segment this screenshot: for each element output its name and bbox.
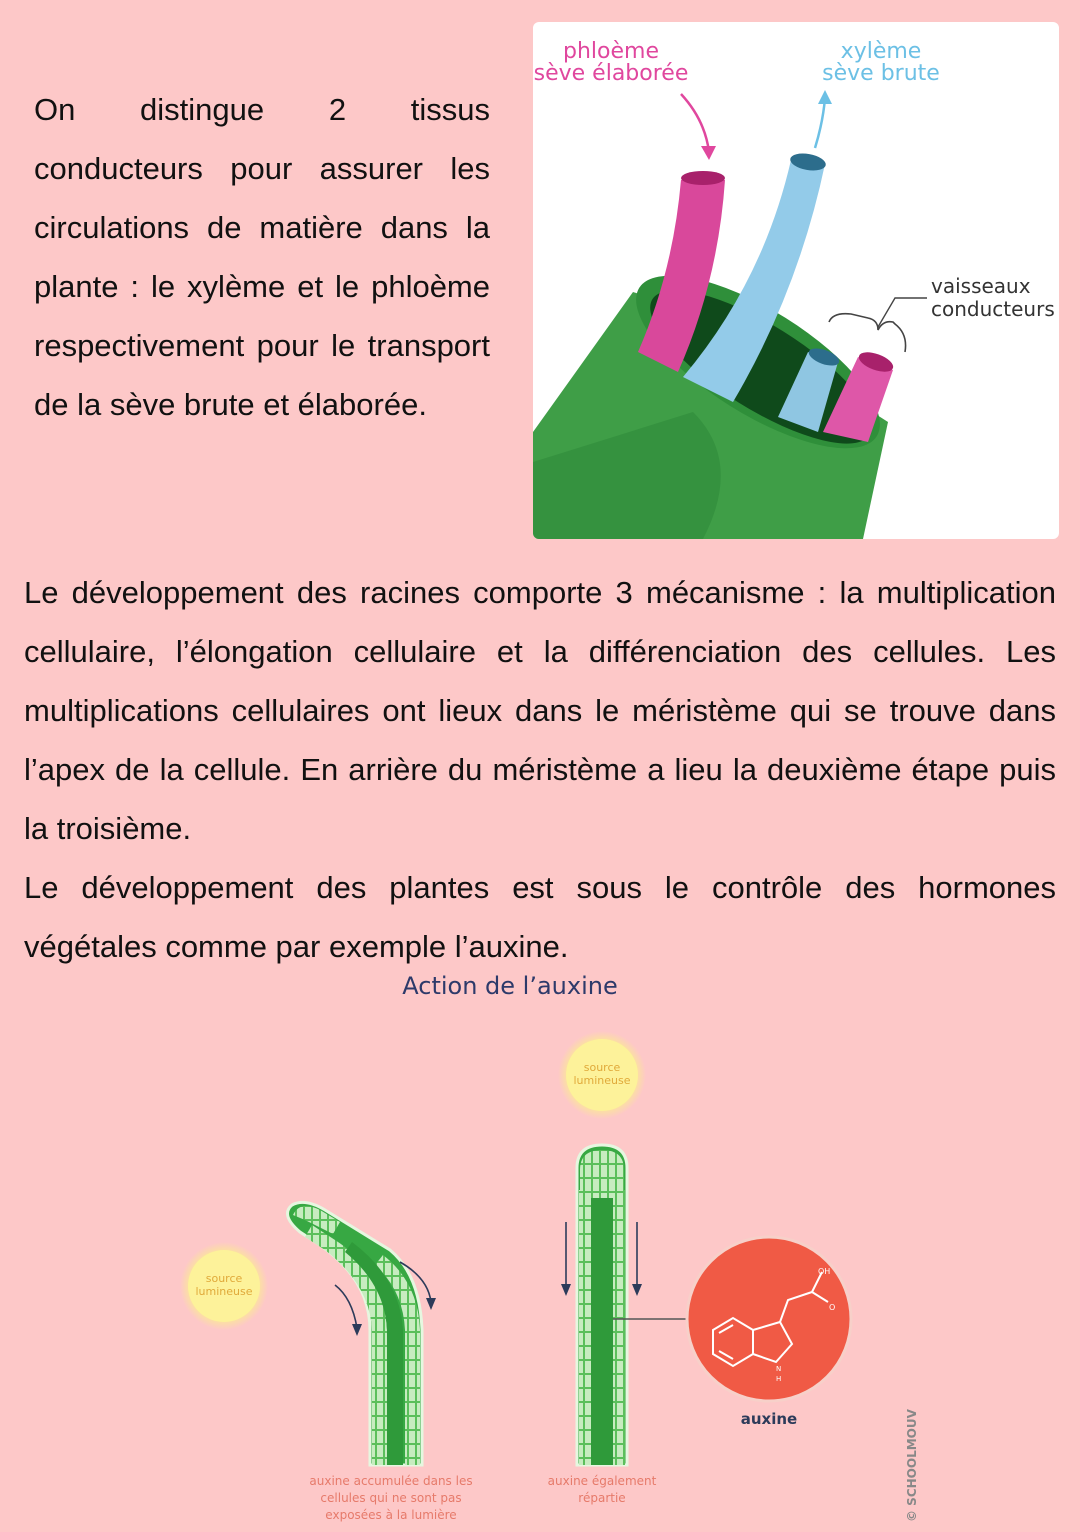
center-light-source-label1: source (583, 1061, 621, 1074)
vascular-tissue-illustration (533, 22, 1059, 539)
paragraph-root-development: Le développement des racines comporte 3 mécanisme : la multiplication cellulaire, l’élongation cellulaire et la différenciation des cellules. Les multiplications cellulaires ont lieux dans le méristème qui se trouve dans l’apex de la cellule. En arrière du méristème a lieu la deuxième étape puis la troisième. (24, 575, 1056, 846)
xylem-arrow (815, 98, 825, 148)
caption-center-line1: auxine également (547, 1474, 657, 1488)
paragraph-hormones: Le développement des plantes est sous le contrôle des hormones végétales comme par exemple l’auxine. (24, 870, 1056, 964)
body-text (24, 563, 1056, 976)
xyleme-sublabel: sève brute (822, 61, 940, 86)
auxin-illustration (0, 1010, 1080, 1527)
left-light-source-label1: source (205, 1272, 243, 1285)
caption-left-line1: auxine accumulée dans les (309, 1474, 473, 1488)
bent-stem (288, 1202, 423, 1465)
phloem-tube-opening (681, 171, 725, 185)
straight-stem (577, 1145, 627, 1465)
caption-center-line2: répartie (578, 1491, 626, 1505)
phloem-arrowhead (701, 146, 716, 160)
phloeme-sublabel: sève élaborée (533, 61, 689, 86)
phloeme-label: phloème (563, 39, 659, 64)
auxin-label: auxine (740, 1410, 798, 1428)
atom-n: N (776, 1365, 782, 1373)
intro-paragraph: On distingue 2 tissus conducteurs pour assurer les circulations de matière dans la plante : le xylème et le phloème respectivement pour le transport de la sève brute et élaborée. (34, 92, 490, 422)
vessels-bracket (829, 314, 906, 352)
vessels-label-line1: vaisseaux (931, 274, 1031, 298)
auxin-molecule-circle (687, 1237, 851, 1401)
atom-oh: OH (818, 1267, 831, 1276)
auxin-figure-title: Action de l’auxine (402, 972, 618, 1000)
xylem-arrowhead (818, 90, 832, 104)
vessels-label-line2: conducteurs (931, 297, 1055, 321)
caption-left-line2: cellules qui ne sont pas (320, 1491, 462, 1505)
left-light-source-label2: lumineuse (195, 1285, 253, 1298)
atom-h: H (776, 1375, 782, 1383)
vascular-tissue-figure (533, 22, 1059, 539)
atom-o: O (829, 1303, 836, 1312)
auxin-figure (0, 1010, 1080, 1527)
center-light-source-label2: lumineuse (573, 1074, 631, 1087)
bent-stem-arrow-left (335, 1285, 357, 1328)
xyleme-label: xylème (840, 39, 922, 64)
phloem-arrow (681, 94, 709, 152)
caption-left-line3: exposées à la lumière (325, 1508, 457, 1522)
copyright-label: © SCHOOLMOUV (905, 1409, 919, 1522)
